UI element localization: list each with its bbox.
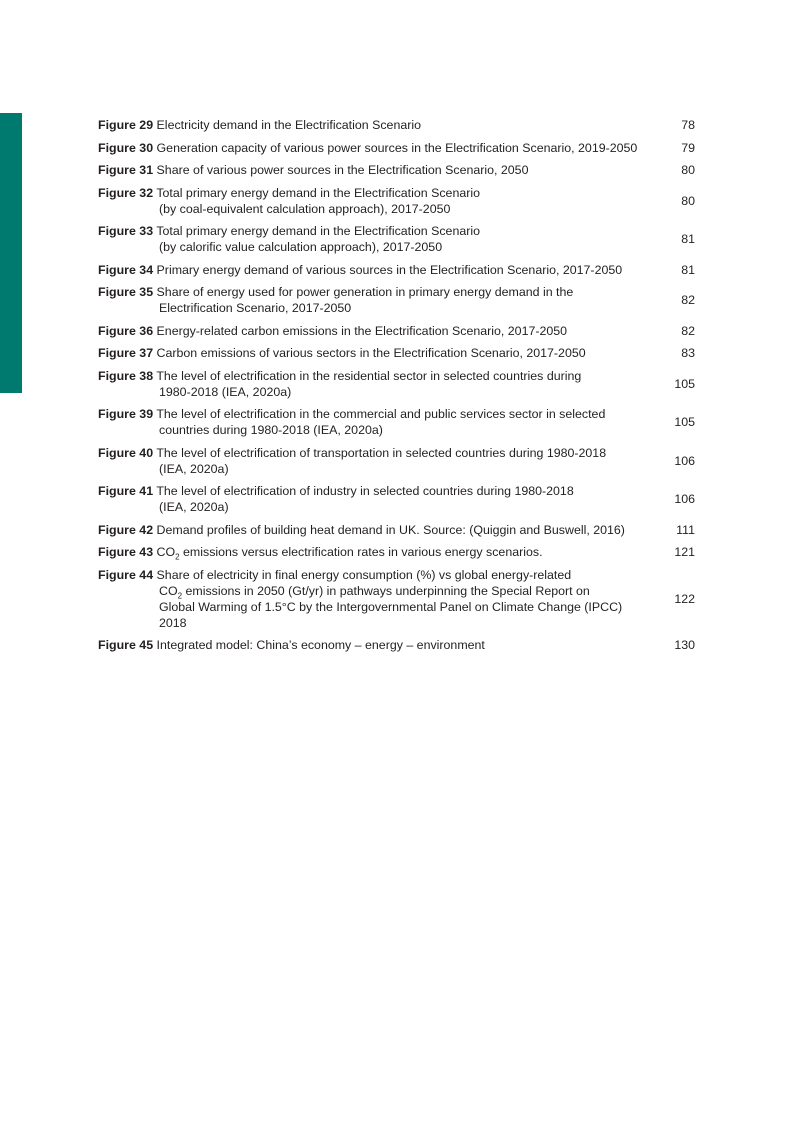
figure-label: Figure 42 — [98, 522, 154, 537]
co2-text: CO — [156, 545, 176, 559]
figure-title-continued: (by calorific value calculation approach), 2017-2050 — [159, 240, 443, 254]
figure-title-continued: 1980-2018 (IEA, 2020a) — [159, 384, 292, 399]
figure-label: Figure 29 — [98, 118, 154, 132]
figure-title — [156, 545, 543, 562]
page-number: 122 — [674, 591, 695, 606]
page-number: 111 — [676, 522, 695, 537]
toc-entry-figure-39[interactable] — [98, 406, 695, 438]
figure-label: Figure 43 — [98, 545, 154, 559]
figure-title: The level of electrification of industry in selected countries during 1980-2018 — [156, 484, 574, 498]
figure-label: Figure 40 — [98, 445, 154, 460]
page-number: 78 — [681, 118, 695, 132]
figure-title-continued: Electrification Scenario, 2017-2050 — [159, 301, 352, 315]
page-number: 80 — [681, 193, 695, 208]
toc-entry-figure-43[interactable] — [98, 544, 695, 560]
page-number: 79 — [681, 140, 695, 155]
toc-entry-figure-45[interactable] — [98, 637, 695, 653]
figure-title-continued: Global Warming of 1.5°C by the Intergovernmental Panel on Climate Change (IPCC) 2018 — [159, 599, 623, 630]
toc-entry-figure-29[interactable] — [98, 117, 695, 133]
figure-label: Figure 39 — [98, 407, 154, 421]
page-number: 80 — [681, 163, 695, 177]
page-number: 81 — [681, 232, 695, 246]
figure-label: Figure 33 — [98, 224, 154, 238]
figure-label: Figure 36 — [98, 323, 154, 338]
figure-title: The level of electrification in the residential sector in selected countries during — [156, 368, 582, 383]
toc-entry-figure-38[interactable] — [98, 368, 695, 400]
toc-entry-figure-31[interactable] — [98, 162, 695, 178]
page-number: 81 — [681, 262, 695, 277]
toc-entry-figure-42[interactable] — [98, 522, 695, 538]
figure-title: Integrated model: China’s economy – energy – environment — [156, 638, 485, 652]
figure-label: Figure 30 — [98, 140, 154, 155]
toc-entry-figure-40[interactable] — [98, 445, 695, 477]
page-number: 105 — [674, 376, 695, 391]
figure-title: Share of energy used for power generation in primary energy demand in the — [156, 285, 574, 299]
figure-title: The level of electrification of transportation in selected countries during 1980-2018 — [156, 445, 607, 460]
figure-title-continued: (IEA, 2020a) — [159, 500, 229, 514]
page-number: 105 — [674, 415, 695, 429]
figure-title-continued — [98, 583, 647, 599]
page-number: 106 — [674, 453, 695, 468]
figure-title: Energy-related carbon emissions in the Electrification Scenario, 2017-2050 — [156, 323, 568, 338]
figure-title: Carbon emissions of various sectors in the Electrification Scenario, 2017-2050 — [156, 346, 586, 360]
figure-title: Generation capacity of various power sources in the Electrification Scenario, 2019-2050 — [156, 140, 638, 155]
page-number: 82 — [681, 323, 695, 338]
figure-title-continued: countries during 1980-2018 (IEA, 2020a) — [159, 423, 383, 437]
toc-entry-figure-30[interactable] — [98, 140, 695, 156]
toc-entry-figure-34[interactable] — [98, 262, 695, 278]
page-number: 121 — [674, 545, 695, 559]
toc-entry-figure-32[interactable] — [98, 185, 695, 217]
figure-title: Primary energy demand of various sources in the Electrification Scenario, 2017-2050 — [156, 262, 623, 277]
figure-label: Figure 45 — [98, 638, 154, 652]
figure-label: Figure 31 — [98, 163, 154, 177]
page-number: 83 — [681, 346, 695, 360]
figure-label: Figure 41 — [98, 484, 154, 498]
list-of-figures — [98, 117, 695, 660]
figure-title: Share of various power sources in the Electrification Scenario, 2050 — [156, 163, 529, 177]
figure-title-continued: (IEA, 2020a) — [159, 461, 229, 476]
figure-title: Total primary energy demand in the Electrification Scenario — [156, 224, 481, 238]
figure-title: Electricity demand in the Electrification Scenario — [156, 118, 422, 132]
figure-label: Figure 32 — [98, 185, 154, 200]
figure-label: Figure 35 — [98, 285, 154, 299]
figure-label: Figure 38 — [98, 368, 154, 383]
co2-subscript: 2 — [175, 552, 180, 562]
toc-entry-figure-37[interactable] — [98, 345, 695, 361]
toc-entry-figure-35[interactable] — [98, 284, 695, 316]
figure-label: Figure 44 — [98, 567, 154, 582]
figure-title: Demand profiles of building heat demand in UK. Source: (Quiggin and Buswell, 2016) — [156, 522, 625, 537]
page-number: 106 — [674, 492, 695, 506]
toc-entry-figure-36[interactable] — [98, 323, 695, 339]
toc-entry-figure-41[interactable] — [98, 483, 695, 515]
toc-entry-figure-33[interactable] — [98, 223, 695, 255]
co2-text: CO — [159, 583, 178, 598]
figure-label: Figure 37 — [98, 346, 154, 360]
figure-title: Share of electricity in final energy consumption (%) vs global energy-related — [156, 567, 572, 582]
figure-title: The level of electrification in the commercial and public services sector in selected — [156, 407, 606, 421]
figure-title-continued: (by coal-equivalent calculation approach), 2017-2050 — [159, 201, 451, 216]
co2-subscript: 2 — [177, 590, 183, 600]
figure-title: Total primary energy demand in the Electrification Scenario — [156, 185, 481, 200]
page-number: 82 — [681, 293, 695, 307]
figure-title-rest: emissions versus electrification rates in various energy scenarios. — [179, 545, 543, 559]
figure-label: Figure 34 — [98, 262, 154, 277]
page-number: 130 — [674, 638, 695, 652]
toc-entry-figure-44[interactable] — [98, 567, 695, 631]
figure-title-rest: emissions in 2050 (Gt/yr) in pathways underpinning the Special Report on — [182, 583, 590, 598]
side-accent-bar — [0, 113, 22, 393]
